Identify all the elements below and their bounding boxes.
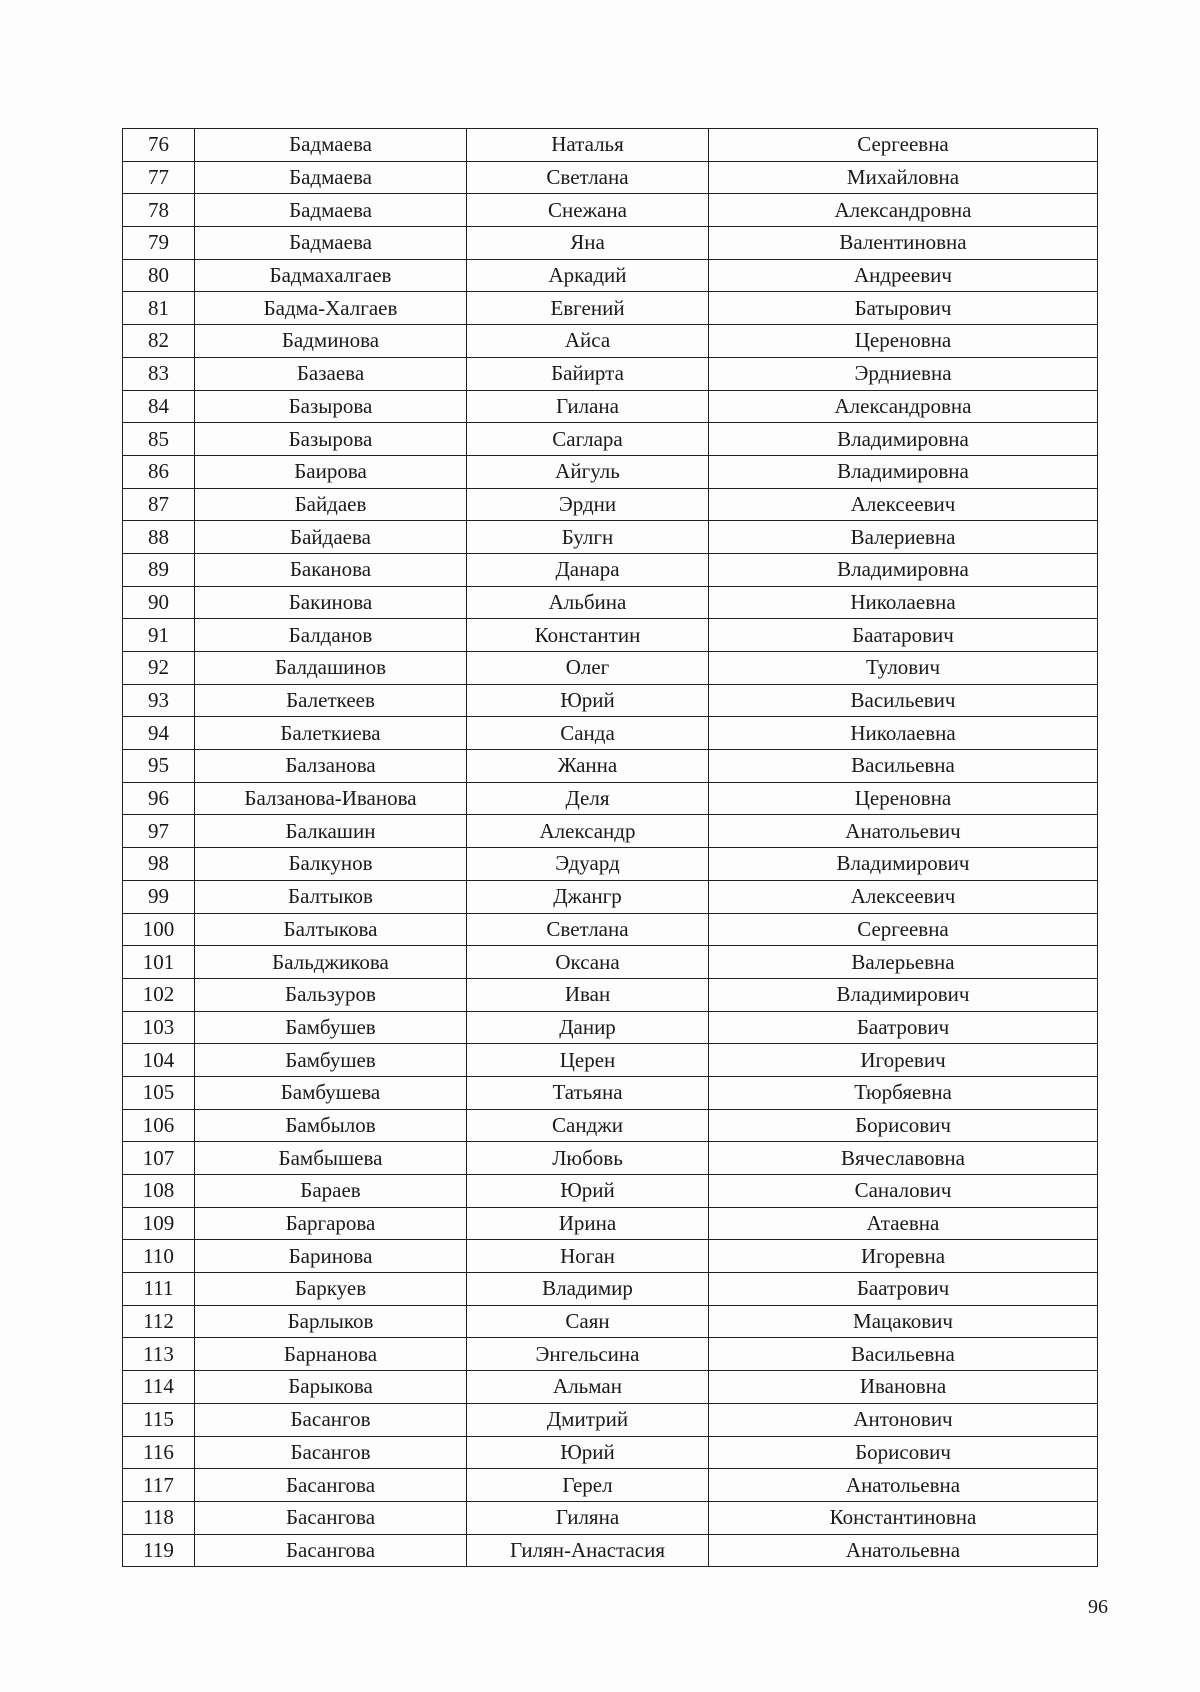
patronymic-cell: Тюрбяевна bbox=[709, 1076, 1098, 1109]
patronymic-cell: Владимировна bbox=[709, 423, 1098, 456]
table-row bbox=[123, 357, 1098, 390]
table-row bbox=[123, 1469, 1098, 1502]
surname-cell: Баканова bbox=[195, 553, 467, 586]
row-number-cell: 106 bbox=[123, 1109, 195, 1142]
table-row bbox=[123, 292, 1098, 325]
row-number-cell: 90 bbox=[123, 586, 195, 619]
first-name-cell: Байирта bbox=[467, 357, 709, 390]
surname-cell: Бадминова bbox=[195, 325, 467, 358]
surname-cell: Басангов bbox=[195, 1436, 467, 1469]
table-row bbox=[123, 1403, 1098, 1436]
first-name-cell: Дмитрий bbox=[467, 1403, 709, 1436]
patronymic-cell: Тулович bbox=[709, 652, 1098, 685]
table-row bbox=[123, 1175, 1098, 1208]
row-number-cell: 92 bbox=[123, 652, 195, 685]
first-name-cell: Данара bbox=[467, 553, 709, 586]
surname-cell: Балеткиева bbox=[195, 717, 467, 750]
table-row bbox=[123, 1273, 1098, 1306]
first-name-cell: Любовь bbox=[467, 1142, 709, 1175]
first-name-cell: Булгн bbox=[467, 521, 709, 554]
patronymic-cell: Эрдниевна bbox=[709, 357, 1098, 390]
row-number-cell: 108 bbox=[123, 1175, 195, 1208]
table-row bbox=[123, 1011, 1098, 1044]
patronymic-cell: Константиновна bbox=[709, 1501, 1098, 1534]
name-list-body bbox=[123, 129, 1098, 1567]
table-row bbox=[123, 913, 1098, 946]
patronymic-cell: Ивановна bbox=[709, 1371, 1098, 1404]
surname-cell: Байдаев bbox=[195, 488, 467, 521]
row-number-cell: 111 bbox=[123, 1273, 195, 1306]
surname-cell: Бадма-Халгаев bbox=[195, 292, 467, 325]
row-number-cell: 116 bbox=[123, 1436, 195, 1469]
table-row bbox=[123, 129, 1098, 162]
first-name-cell: Константин bbox=[467, 619, 709, 652]
first-name-cell: Юрий bbox=[467, 1436, 709, 1469]
table-row bbox=[123, 259, 1098, 292]
first-name-cell: Олег bbox=[467, 652, 709, 685]
row-number-cell: 103 bbox=[123, 1011, 195, 1044]
patronymic-cell: Баатрович bbox=[709, 1273, 1098, 1306]
row-number-cell: 96 bbox=[123, 782, 195, 815]
patronymic-cell: Валериевна bbox=[709, 521, 1098, 554]
row-number-cell: 87 bbox=[123, 488, 195, 521]
table-row bbox=[123, 553, 1098, 586]
first-name-cell: Саян bbox=[467, 1305, 709, 1338]
row-number-cell: 102 bbox=[123, 978, 195, 1011]
first-name-cell: Айса bbox=[467, 325, 709, 358]
first-name-cell: Церен bbox=[467, 1044, 709, 1077]
first-name-cell: Альбина bbox=[467, 586, 709, 619]
first-name-cell: Жанна bbox=[467, 750, 709, 783]
row-number-cell: 86 bbox=[123, 455, 195, 488]
table-row bbox=[123, 325, 1098, 358]
row-number-cell: 110 bbox=[123, 1240, 195, 1273]
table-row bbox=[123, 1371, 1098, 1404]
patronymic-cell: Саналович bbox=[709, 1175, 1098, 1208]
row-number-cell: 82 bbox=[123, 325, 195, 358]
first-name-cell: Татьяна bbox=[467, 1076, 709, 1109]
patronymic-cell: Алексеевич bbox=[709, 488, 1098, 521]
table-row bbox=[123, 586, 1098, 619]
surname-cell: Баркуев bbox=[195, 1273, 467, 1306]
row-number-cell: 83 bbox=[123, 357, 195, 390]
table-row bbox=[123, 488, 1098, 521]
first-name-cell: Оксана bbox=[467, 946, 709, 979]
first-name-cell: Айгуль bbox=[467, 455, 709, 488]
row-number-cell: 99 bbox=[123, 880, 195, 913]
table-row bbox=[123, 848, 1098, 881]
patronymic-cell: Мацакович bbox=[709, 1305, 1098, 1338]
row-number-cell: 114 bbox=[123, 1371, 195, 1404]
first-name-cell: Джангр bbox=[467, 880, 709, 913]
page-number: 96 bbox=[1088, 1596, 1108, 1618]
patronymic-cell: Сергеевна bbox=[709, 129, 1098, 162]
row-number-cell: 84 bbox=[123, 390, 195, 423]
table-row bbox=[123, 161, 1098, 194]
surname-cell: Байдаева bbox=[195, 521, 467, 554]
patronymic-cell: Владимировна bbox=[709, 553, 1098, 586]
name-list-table bbox=[122, 128, 1098, 1567]
surname-cell: Басангова bbox=[195, 1534, 467, 1567]
table-row bbox=[123, 194, 1098, 227]
first-name-cell: Эрдни bbox=[467, 488, 709, 521]
first-name-cell: Герел bbox=[467, 1469, 709, 1502]
surname-cell: Балзанова-Иванова bbox=[195, 782, 467, 815]
patronymic-cell: Александровна bbox=[709, 390, 1098, 423]
table-row bbox=[123, 1109, 1098, 1142]
surname-cell: Бараев bbox=[195, 1175, 467, 1208]
surname-cell: Балкунов bbox=[195, 848, 467, 881]
row-number-cell: 95 bbox=[123, 750, 195, 783]
row-number-cell: 76 bbox=[123, 129, 195, 162]
table-row bbox=[123, 1501, 1098, 1534]
table-row bbox=[123, 1207, 1098, 1240]
surname-cell: Бальзуров bbox=[195, 978, 467, 1011]
surname-cell: Басангова bbox=[195, 1501, 467, 1534]
patronymic-cell: Игоревич bbox=[709, 1044, 1098, 1077]
first-name-cell: Саглара bbox=[467, 423, 709, 456]
patronymic-cell: Валентиновна bbox=[709, 227, 1098, 260]
surname-cell: Барнанова bbox=[195, 1338, 467, 1371]
first-name-cell: Санджи bbox=[467, 1109, 709, 1142]
surname-cell: Басангова bbox=[195, 1469, 467, 1502]
surname-cell: Бамбушев bbox=[195, 1044, 467, 1077]
surname-cell: Базаева bbox=[195, 357, 467, 390]
first-name-cell: Светлана bbox=[467, 161, 709, 194]
table-row bbox=[123, 684, 1098, 717]
first-name-cell: Деля bbox=[467, 782, 709, 815]
surname-cell: Бальджикова bbox=[195, 946, 467, 979]
patronymic-cell: Васильевич bbox=[709, 684, 1098, 717]
table-row bbox=[123, 521, 1098, 554]
table-row bbox=[123, 455, 1098, 488]
patronymic-cell: Борисович bbox=[709, 1436, 1098, 1469]
patronymic-cell: Николаевна bbox=[709, 717, 1098, 750]
table-row bbox=[123, 1534, 1098, 1567]
row-number-cell: 119 bbox=[123, 1534, 195, 1567]
row-number-cell: 109 bbox=[123, 1207, 195, 1240]
surname-cell: Бамбушев bbox=[195, 1011, 467, 1044]
row-number-cell: 97 bbox=[123, 815, 195, 848]
row-number-cell: 81 bbox=[123, 292, 195, 325]
first-name-cell: Гилана bbox=[467, 390, 709, 423]
surname-cell: Баргарова bbox=[195, 1207, 467, 1240]
patronymic-cell: Атаевна bbox=[709, 1207, 1098, 1240]
first-name-cell: Гиляна bbox=[467, 1501, 709, 1534]
patronymic-cell: Михайловна bbox=[709, 161, 1098, 194]
table-row bbox=[123, 652, 1098, 685]
patronymic-cell: Васильевна bbox=[709, 750, 1098, 783]
patronymic-cell: Батырович bbox=[709, 292, 1098, 325]
row-number-cell: 79 bbox=[123, 227, 195, 260]
surname-cell: Бадмаева bbox=[195, 194, 467, 227]
table-row bbox=[123, 619, 1098, 652]
patronymic-cell: Васильевна bbox=[709, 1338, 1098, 1371]
row-number-cell: 89 bbox=[123, 553, 195, 586]
surname-cell: Балкашин bbox=[195, 815, 467, 848]
patronymic-cell: Вячеславовна bbox=[709, 1142, 1098, 1175]
table-row bbox=[123, 1076, 1098, 1109]
row-number-cell: 100 bbox=[123, 913, 195, 946]
patronymic-cell: Цереновна bbox=[709, 325, 1098, 358]
patronymic-cell: Баатрович bbox=[709, 1011, 1098, 1044]
first-name-cell: Альман bbox=[467, 1371, 709, 1404]
patronymic-cell: Цереновна bbox=[709, 782, 1098, 815]
surname-cell: Бадмахалгаев bbox=[195, 259, 467, 292]
row-number-cell: 93 bbox=[123, 684, 195, 717]
table-row bbox=[123, 946, 1098, 979]
table-row bbox=[123, 1142, 1098, 1175]
patronymic-cell: Анатольевна bbox=[709, 1534, 1098, 1567]
surname-cell: Бамбушева bbox=[195, 1076, 467, 1109]
first-name-cell: Наталья bbox=[467, 129, 709, 162]
patronymic-cell: Владимировна bbox=[709, 455, 1098, 488]
patronymic-cell: Анатольевна bbox=[709, 1469, 1098, 1502]
row-number-cell: 80 bbox=[123, 259, 195, 292]
first-name-cell: Данир bbox=[467, 1011, 709, 1044]
row-number-cell: 101 bbox=[123, 946, 195, 979]
patronymic-cell: Борисович bbox=[709, 1109, 1098, 1142]
patronymic-cell: Антонович bbox=[709, 1403, 1098, 1436]
table-row bbox=[123, 1044, 1098, 1077]
first-name-cell: Светлана bbox=[467, 913, 709, 946]
surname-cell: Балзанова bbox=[195, 750, 467, 783]
table-row bbox=[123, 1436, 1098, 1469]
first-name-cell: Иван bbox=[467, 978, 709, 1011]
first-name-cell: Санда bbox=[467, 717, 709, 750]
first-name-cell: Яна bbox=[467, 227, 709, 260]
first-name-cell: Эдуард bbox=[467, 848, 709, 881]
surname-cell: Бадмаева bbox=[195, 129, 467, 162]
patronymic-cell: Александровна bbox=[709, 194, 1098, 227]
table-row bbox=[123, 1338, 1098, 1371]
row-number-cell: 94 bbox=[123, 717, 195, 750]
patronymic-cell: Игоревна bbox=[709, 1240, 1098, 1273]
surname-cell: Балеткеев bbox=[195, 684, 467, 717]
surname-cell: Барлыков bbox=[195, 1305, 467, 1338]
surname-cell: Бамбылов bbox=[195, 1109, 467, 1142]
surname-cell: Базырова bbox=[195, 423, 467, 456]
row-number-cell: 78 bbox=[123, 194, 195, 227]
table-row bbox=[123, 880, 1098, 913]
surname-cell: Балдашинов bbox=[195, 652, 467, 685]
surname-cell: Бамбышева bbox=[195, 1142, 467, 1175]
first-name-cell: Юрий bbox=[467, 684, 709, 717]
row-number-cell: 88 bbox=[123, 521, 195, 554]
row-number-cell: 105 bbox=[123, 1076, 195, 1109]
row-number-cell: 113 bbox=[123, 1338, 195, 1371]
first-name-cell: Евгений bbox=[467, 292, 709, 325]
surname-cell: Базырова bbox=[195, 390, 467, 423]
table-row bbox=[123, 390, 1098, 423]
row-number-cell: 104 bbox=[123, 1044, 195, 1077]
first-name-cell: Гилян-Анастасия bbox=[467, 1534, 709, 1567]
table-row bbox=[123, 978, 1098, 1011]
surname-cell: Баирова bbox=[195, 455, 467, 488]
first-name-cell: Владимир bbox=[467, 1273, 709, 1306]
row-number-cell: 115 bbox=[123, 1403, 195, 1436]
patronymic-cell: Валерьевна bbox=[709, 946, 1098, 979]
table-row bbox=[123, 1240, 1098, 1273]
patronymic-cell: Анатольевич bbox=[709, 815, 1098, 848]
surname-cell: Бакинова bbox=[195, 586, 467, 619]
surname-cell: Балтыков bbox=[195, 880, 467, 913]
row-number-cell: 117 bbox=[123, 1469, 195, 1502]
surname-cell: Баринова bbox=[195, 1240, 467, 1273]
table-row bbox=[123, 815, 1098, 848]
surname-cell: Бадмаева bbox=[195, 227, 467, 260]
first-name-cell: Энгельсина bbox=[467, 1338, 709, 1371]
patronymic-cell: Алексеевич bbox=[709, 880, 1098, 913]
row-number-cell: 77 bbox=[123, 161, 195, 194]
patronymic-cell: Владимирович bbox=[709, 978, 1098, 1011]
patronymic-cell: Андреевич bbox=[709, 259, 1098, 292]
surname-cell: Барыкова bbox=[195, 1371, 467, 1404]
surname-cell: Балтыкова bbox=[195, 913, 467, 946]
table-row bbox=[123, 1305, 1098, 1338]
patronymic-cell: Владимирович bbox=[709, 848, 1098, 881]
row-number-cell: 91 bbox=[123, 619, 195, 652]
row-number-cell: 85 bbox=[123, 423, 195, 456]
table-row bbox=[123, 750, 1098, 783]
first-name-cell: Аркадий bbox=[467, 259, 709, 292]
row-number-cell: 118 bbox=[123, 1501, 195, 1534]
surname-cell: Балданов bbox=[195, 619, 467, 652]
patronymic-cell: Баатарович bbox=[709, 619, 1098, 652]
table-row bbox=[123, 782, 1098, 815]
table-row bbox=[123, 227, 1098, 260]
surname-cell: Бадмаева bbox=[195, 161, 467, 194]
first-name-cell: Юрий bbox=[467, 1175, 709, 1208]
first-name-cell: Снежана bbox=[467, 194, 709, 227]
surname-cell: Басангов bbox=[195, 1403, 467, 1436]
patronymic-cell: Николаевна bbox=[709, 586, 1098, 619]
table-row bbox=[123, 717, 1098, 750]
first-name-cell: Александр bbox=[467, 815, 709, 848]
first-name-cell: Ирина bbox=[467, 1207, 709, 1240]
patronymic-cell: Сергеевна bbox=[709, 913, 1098, 946]
table-row bbox=[123, 423, 1098, 456]
row-number-cell: 98 bbox=[123, 848, 195, 881]
row-number-cell: 107 bbox=[123, 1142, 195, 1175]
row-number-cell: 112 bbox=[123, 1305, 195, 1338]
first-name-cell: Ноган bbox=[467, 1240, 709, 1273]
